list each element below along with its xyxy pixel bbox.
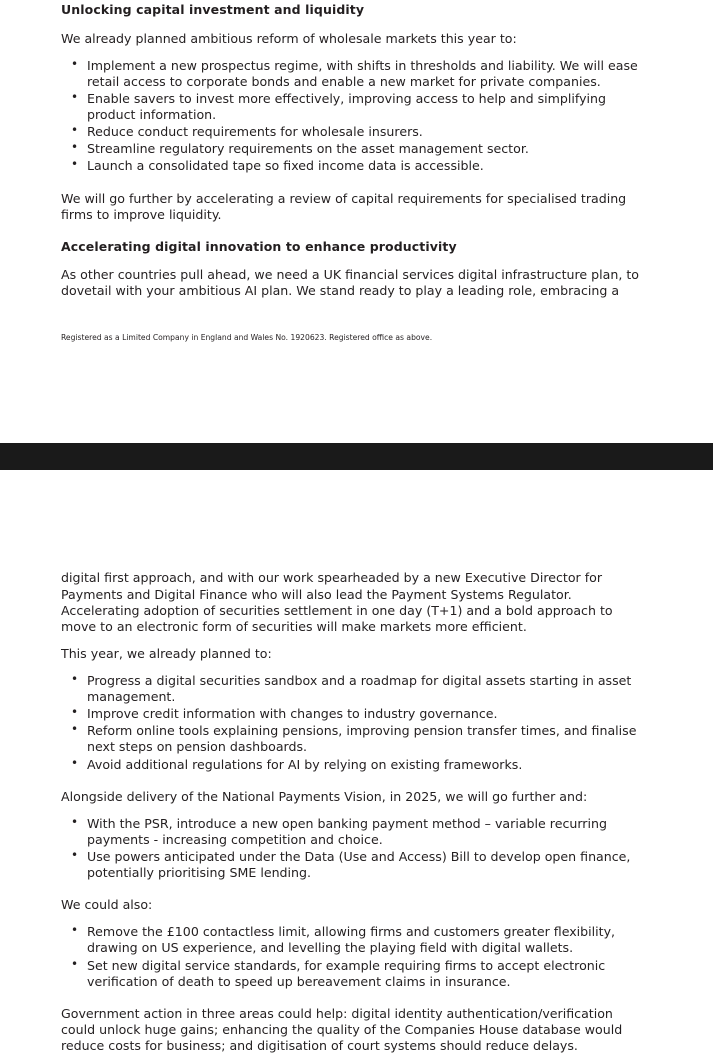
list-item: • Improve credit information with changes to industry governance. <box>61 706 649 722</box>
list-item: • Use powers anticipated under the Data (Use and Access) Bill to develop open finance, potentially prioritising SME lending. <box>61 849 649 881</box>
paragraph-payments-vision: Alongside delivery of the National Payments Vision, in 2025, we will go further and: <box>61 788 588 804</box>
section-heading-capital: Unlocking capital investment and liquidity <box>61 2 365 17</box>
list-item: • With the PSR, introduce a new open banking payment method – variable recurring payments - increasing competition and choice. <box>61 816 649 848</box>
list-item: • Remove the £100 contactless limit, allowing firms and customers greater flexibility, drawing on US experience, and levelling the playing field with digital wallets. <box>61 924 649 956</box>
page-one-content <box>0 0 713 300</box>
list-item: • Avoid additional regulations for AI by relying on existing frameworks. <box>61 757 649 773</box>
section-heading-digital: Accelerating digital innovation to enhance productivity <box>61 238 457 254</box>
paragraph-capital-requirements: We will go further by accelerating a review of capital requirements for specialised trading firms to improve liquidity. <box>61 190 627 222</box>
list-item: • Launch a consolidated tape so fixed income data is accessible. <box>61 158 649 174</box>
list-item: • Reform online tools explaining pensions, improving pension transfer times, and finalise next steps on pension dashboards. <box>61 723 649 755</box>
bullet-list-wholesale-reforms <box>61 58 649 175</box>
bullet-list-planned-actions <box>61 673 649 773</box>
list-item: • Implement a new prospectus regime, with shifts in thresholds and liability. We will ease retail access to corporate bonds and enable a new market for private companies. <box>61 58 649 90</box>
bullet-list-optional-actions <box>61 924 649 989</box>
bullet-list-further-actions <box>61 816 649 881</box>
spacer <box>0 470 713 570</box>
page-two-content <box>0 570 713 1054</box>
page-separator-band <box>0 443 713 470</box>
paragraph-government-action: Government action in three areas could help: digital identity authentication/verification could unlock huge gains; enhancing the quality of the Companies House database would reduce costs for business; and digitisation of court systems should reduce delays. <box>61 1005 623 1053</box>
spacer <box>0 342 713 443</box>
page-footer-registration: Registered as a Limited Company in England and Wales No. 1920623. Registered office as above. <box>61 332 433 342</box>
list-item: • Streamline regulatory requirements on the asset management sector. <box>61 141 649 157</box>
paragraph-digital-first: digital first approach, and with our work spearheaded by a new Executive Director for Payments and Digital Finance who will also lead the Payment Systems Regulator. Accelerating adoption of securities settlement in one day (T+1) and a bold approach to move to an electronic form of securities will make markets more efficient. <box>61 570 613 634</box>
paragraph-this-year-intro: This year, we already planned to: <box>61 645 272 661</box>
list-item: • Enable savers to invest more effectively, improving access to help and simplifying product information. <box>61 91 649 123</box>
list-item: • Set new digital service standards, for example requiring firms to accept electronic verification of death to speed up bereavement claims in insurance. <box>61 958 649 990</box>
paragraph-digital-infrastructure: As other countries pull ahead, we need a UK financial services digital infrastructure plan, to dovetail with your ambitious AI plan. We stand ready to play a leading role, embracing a <box>61 267 640 299</box>
paragraph-wholesale-intro: We already planned ambitious reform of wholesale markets this year to: <box>61 30 517 46</box>
list-item: • Reduce conduct requirements for wholesale insurers. <box>61 124 649 140</box>
spacer <box>0 311 713 333</box>
paragraph-we-could-also: We could also: <box>61 897 153 913</box>
list-item: • Progress a digital securities sandbox and a roadmap for digital assets starting in asset management. <box>61 673 649 705</box>
